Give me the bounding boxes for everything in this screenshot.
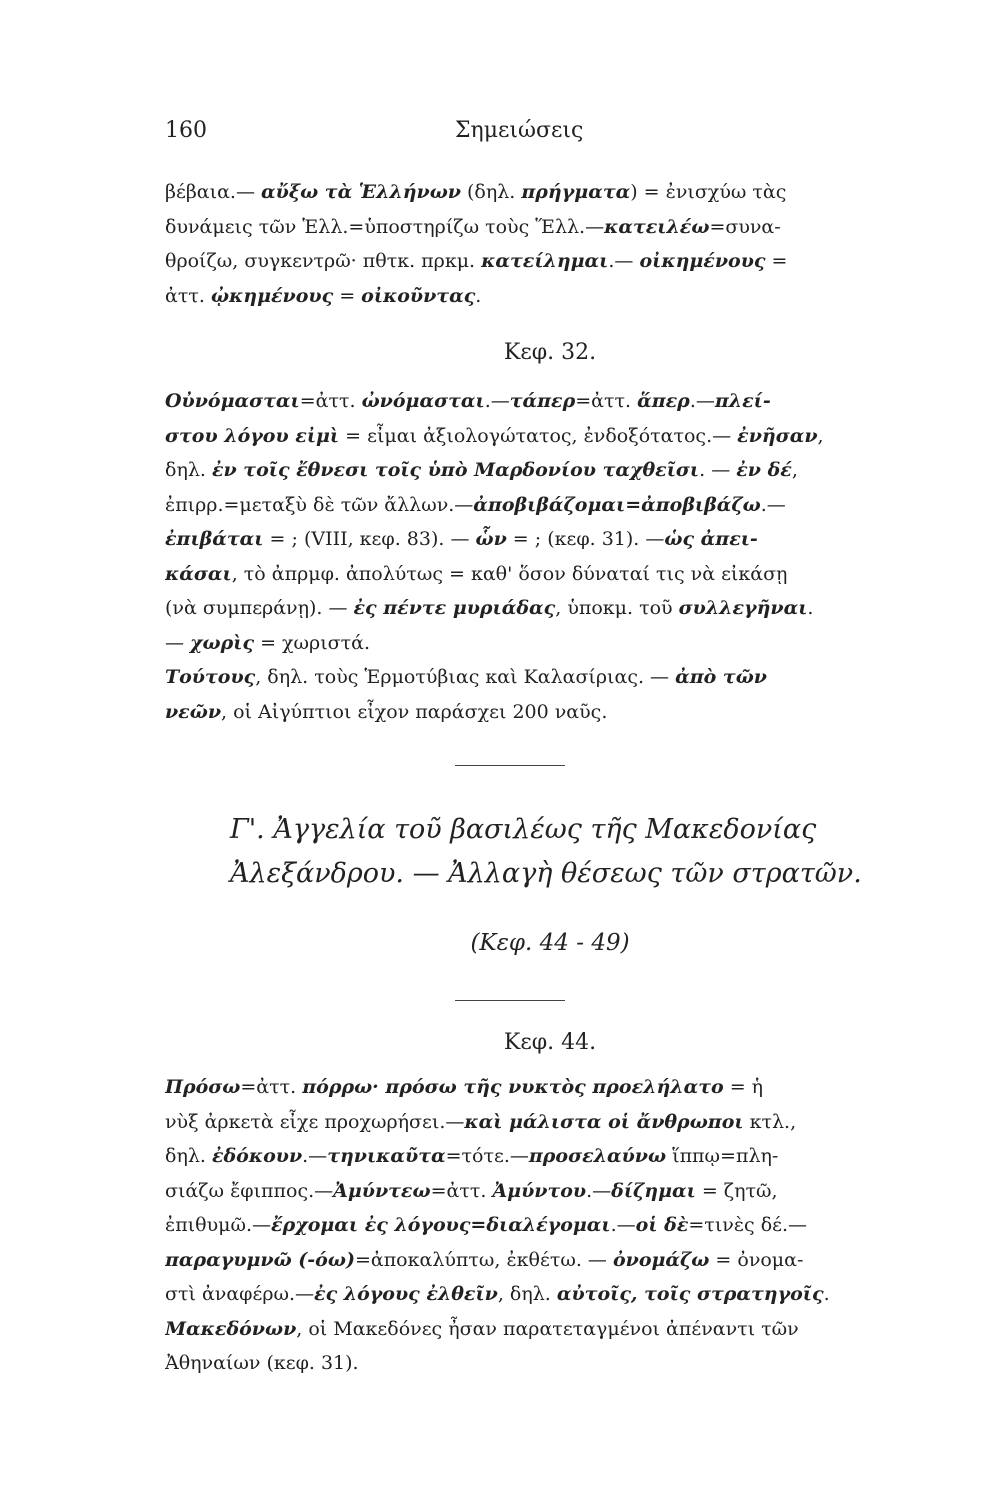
lemma-term: Ἀμύντεω xyxy=(333,1179,431,1202)
lemma-term: κατείλημαι xyxy=(481,250,609,272)
gloss-text: =τινὲς δέ.— xyxy=(688,1214,808,1236)
gloss-text: .— xyxy=(760,493,786,516)
gloss-text: .— xyxy=(302,1145,328,1167)
gloss-text: δυνάμεις τῶν Ἑλλ.=ὑποστηρίζω τοὺς Ἕλλ.— xyxy=(165,215,605,238)
text-line xyxy=(165,557,940,592)
lemma-term: ἐς λόγους ἐλθεῖν xyxy=(314,1283,498,1305)
lemma-term: αὐτοῖς, τοῖς στρατηγοῖς xyxy=(556,1283,824,1305)
gloss-text: =ἀποκαλύπτω, ἐκθέτω. — xyxy=(354,1248,613,1271)
gloss-text: = εἶμαι ἀξιολογώτατος, ἐνδοξότατος.— xyxy=(339,424,738,447)
gloss-text: , xyxy=(817,424,824,447)
gloss-text: — xyxy=(165,631,191,654)
text-line xyxy=(165,695,940,730)
notes-paragraph-3 xyxy=(165,1070,940,1381)
lemma-term: Μακεδόνων xyxy=(165,1317,297,1340)
gloss-text: = xyxy=(765,250,788,272)
lemma-term: ἔρχομαι ἐς λόγους=διαλέγομαι xyxy=(271,1214,611,1236)
gloss-text: =συνα- xyxy=(709,215,781,238)
text-line xyxy=(165,591,940,626)
text-line xyxy=(165,453,940,488)
divider-rule xyxy=(455,765,565,766)
gloss-text: =ἀττ. xyxy=(575,390,638,412)
text-line xyxy=(165,175,940,210)
gloss-text: , ὑποκμ. τοῦ xyxy=(555,597,679,619)
text-line xyxy=(165,626,940,661)
lemma-term: οἱ δὲ xyxy=(635,1214,689,1236)
lemma-term: οἰκοῦντας xyxy=(361,284,476,307)
gloss-text: = ; (VIII, κεφ. 83). — xyxy=(263,528,476,550)
gloss-text: θροίζω, συγκεντρῶ· πθτκ. πρκμ. xyxy=(165,250,482,272)
lemma-term: Ἀμύντου xyxy=(492,1179,587,1202)
lemma-term: Τούτους xyxy=(165,666,256,688)
text-line xyxy=(165,1139,940,1174)
section-title-line-1: Γ'. Ἀγγελία τοῦ βασιλέως τῆς Μακεδονίας xyxy=(230,814,817,845)
gloss-text: . xyxy=(807,597,814,619)
page-header xyxy=(165,118,935,148)
lemma-term: παραγυμνῶ (-όω) xyxy=(165,1248,355,1271)
text-line xyxy=(165,660,940,695)
running-title: Σημειώσεις xyxy=(455,118,584,143)
gloss-text: =ἀττ. xyxy=(430,1179,493,1202)
divider-rule xyxy=(455,1000,565,1001)
lemma-term: ὡς ἀπει- xyxy=(664,528,758,550)
lemma-term: ὀνομάζω xyxy=(612,1248,710,1271)
text-line xyxy=(165,384,940,419)
text-line xyxy=(165,279,940,314)
text-line xyxy=(165,244,940,279)
lemma-term: οἰκημένους xyxy=(639,250,766,272)
lemma-term: δίζημαι xyxy=(611,1179,696,1202)
gloss-text: .— xyxy=(484,390,510,412)
lemma-term: ὠνόμασται xyxy=(361,390,485,412)
gloss-text: .— xyxy=(586,1179,612,1202)
text-line xyxy=(165,210,940,245)
gloss-text: .— xyxy=(610,1214,636,1236)
chapter-heading-32: Κεφ. 32. xyxy=(503,340,597,365)
gloss-text: , οἱ Αἰγύπτιοι εἶχον παράσχει 200 ναῦς. xyxy=(221,700,608,723)
gloss-text: (νὰ συμπεράνῃ). — xyxy=(165,597,354,619)
gloss-text: .— xyxy=(689,390,715,412)
gloss-text: , xyxy=(791,459,798,481)
gloss-text: , δηλ. τοὺς Ἑρμοτύβιας καὶ Καλασίριας. — xyxy=(255,666,676,688)
text-line xyxy=(165,522,940,557)
gloss-text: ἐπιρρ.=μεταξὺ δὲ τῶν ἄλλων.— xyxy=(165,493,474,516)
lemma-term: τάπερ xyxy=(509,390,576,412)
lemma-term: νεῶν xyxy=(165,700,222,723)
lemma-term: προσελαύνω xyxy=(528,1145,667,1167)
gloss-text: ) = ἐνισχύω τὰς xyxy=(630,181,787,203)
section-title-line-2: Ἀλεξάνδρου. — Ἀλλαγὴ θέσεως τῶν στρατῶν. xyxy=(230,858,862,889)
lemma-term: ἐδόκουν xyxy=(211,1145,303,1167)
gloss-text: ἀττ. xyxy=(165,284,211,307)
gloss-text: .— xyxy=(608,250,640,272)
gloss-text: =ἀττ. xyxy=(299,390,362,412)
text-line xyxy=(165,1174,940,1209)
lemma-term: πόρρω· πρόσω τῆς νυκτὸς προελήλατο xyxy=(302,1076,724,1098)
lemma-term: συλλεγῆναι xyxy=(678,597,808,619)
section-title xyxy=(230,808,950,896)
gloss-text: =ἀττ. xyxy=(240,1076,303,1098)
lemma-term: ἐς πέντε μυριάδας xyxy=(353,597,556,619)
gloss-text: Ἀθηναίων (κεφ. 31). xyxy=(165,1352,359,1374)
lemma-term: Πρόσω xyxy=(165,1076,241,1098)
gloss-text: . — xyxy=(699,459,737,481)
lemma-term: ἅπερ xyxy=(637,390,690,412)
lemma-term: κάσαι xyxy=(165,562,232,585)
text-line xyxy=(165,1243,940,1278)
gloss-text: = χωριστά. xyxy=(254,631,371,654)
lemma-term: ἐν δέ xyxy=(736,459,792,481)
lemma-term: ἐνῆσαν xyxy=(737,424,818,447)
gloss-text: νὺξ ἀρκετὰ εἶχε προχωρήσει.— xyxy=(165,1110,465,1133)
text-line xyxy=(165,1346,940,1381)
gloss-text: ἐπιθυμῶ.— xyxy=(165,1214,272,1236)
text-line xyxy=(165,1070,940,1105)
lemma-term: πλεί- xyxy=(714,390,771,412)
gloss-text: = ; (κεφ. 31). — xyxy=(506,528,665,550)
gloss-text: (δηλ. xyxy=(460,181,522,203)
gloss-text: . xyxy=(475,284,482,307)
gloss-text: = ἡ xyxy=(723,1076,764,1098)
gloss-text: = ὀνομα- xyxy=(709,1248,804,1271)
text-line xyxy=(165,1105,940,1140)
text-line xyxy=(165,1277,940,1312)
gloss-text: στὶ ἀναφέρω.— xyxy=(165,1283,315,1305)
gloss-text: =τότε.— xyxy=(445,1145,529,1167)
gloss-text: ἵππῳ=πλη- xyxy=(666,1145,779,1167)
lemma-term: ᾠκημένους xyxy=(210,284,334,307)
chapter-heading-44: Κεφ. 44. xyxy=(503,1030,597,1055)
lemma-term: στου λόγου εἰμὶ xyxy=(165,424,340,447)
lemma-term: πρήγματα xyxy=(521,181,631,203)
gloss-text: κτλ., xyxy=(743,1110,797,1133)
gloss-text: δηλ. xyxy=(165,1145,212,1167)
lemma-term: ἀποβιβάζομαι=ἀποβιβάζω xyxy=(473,493,761,516)
lemma-term: Οὐνόμασται xyxy=(165,390,300,412)
gloss-text: = xyxy=(333,284,362,307)
gloss-text: σιάζω ἔφιππος.— xyxy=(165,1179,334,1202)
notes-paragraph-2 xyxy=(165,384,940,729)
text-line xyxy=(165,1312,940,1347)
notes-paragraph-1 xyxy=(165,175,940,313)
page-number: 160 xyxy=(165,118,207,143)
gloss-text: . xyxy=(823,1283,830,1305)
gloss-text: = ζητῶ, xyxy=(695,1179,778,1202)
text-line xyxy=(165,419,940,454)
lemma-term: ἀπὸ τῶν xyxy=(675,666,767,688)
gloss-text: , τὸ ἀπρμφ. ἀπολύτως = καθ' ὅσον δύναταί τις νὰ εἰκάσῃ xyxy=(231,562,788,585)
lemma-term: ἐπιβάται xyxy=(165,528,264,550)
lemma-term: αὔξω τὰ Ἑλλήνων xyxy=(261,181,461,203)
lemma-term: ἐν τοῖς ἔθνεσι τοῖς ὑπὸ Μαρδονίου ταχθεῖσι xyxy=(211,459,700,481)
lemma-term: καὶ μάλιστα οἱ ἄνθρωποι xyxy=(464,1110,744,1133)
text-line xyxy=(165,1208,940,1243)
lemma-term: κατειλέω xyxy=(604,215,710,238)
text-line xyxy=(165,488,940,523)
gloss-text: βέβαια.— xyxy=(165,181,262,203)
gloss-text: δηλ. xyxy=(165,459,212,481)
lemma-term: τηνικαῦτα xyxy=(327,1145,446,1167)
lemma-term: ὧν xyxy=(475,528,507,550)
chapter-range: (Κεφ. 44 - 49) xyxy=(470,930,630,956)
gloss-text: , οἱ Μακεδόνες ἦσαν παρατεταγμένοι ἀπέναντι τῶν xyxy=(296,1317,799,1340)
lemma-term: χωρὶς xyxy=(190,631,255,654)
gloss-text: , δηλ. xyxy=(497,1283,557,1305)
